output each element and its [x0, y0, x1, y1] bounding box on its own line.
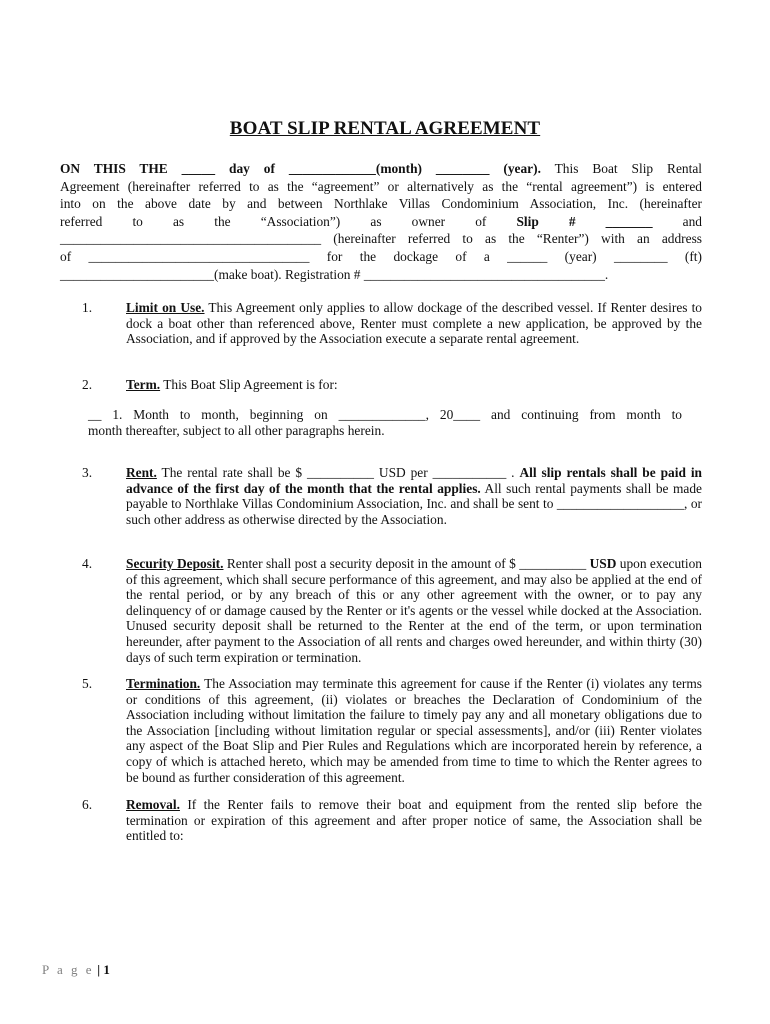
page-label: P a g e — [42, 962, 95, 977]
intro-paragraph — [60, 160, 702, 283]
intro-date-blanks: ON THIS THE _____ day of _____________(month) ________ (year). — [60, 161, 541, 176]
intro-line-6: of _________________________________ for the dockage of a ______ (year) ________ (ft) — [60, 248, 702, 264]
intro-line-1-rest: This Boat Slip Rental — [540, 161, 702, 176]
clause-text: The Association may terminate this agreement for cause if the Renter (i) violates any terms or conditions of this agreement, (ii) violates or breaches the Declaration of Condominium of the Association including without limitation the failure to timely pay any and all monetary obligations due to the Association [including without limitation regular or special assessments], and/or (iii) Renter violates any aspect of the Boat Slip and Pier Rules and Regulations which are incorporated herein by reference, a copy of which is attached hereto, which may be amended from time to time to which the Renter agrees to be bound as further consideration of this agreement. — [126, 676, 702, 785]
document-title: BOAT SLIP RENTAL AGREEMENT — [229, 118, 541, 139]
clause-number: 3. — [82, 465, 93, 480]
clause-limit-on-use — [60, 300, 702, 347]
intro-line-5: _______________________________________ (hereinafter referred to as the “Renter”) with an address — [60, 231, 702, 247]
clause-number: 6. — [82, 797, 93, 812]
clause-body — [126, 300, 702, 347]
intro-line-3: into on the above date by and between Northlake Villas Condominium Association, Inc. (hereinafter — [60, 196, 702, 212]
clause-removal — [60, 797, 702, 844]
clause-body — [126, 377, 702, 393]
clause-heading: Term. — [126, 377, 161, 392]
clause-term — [60, 377, 702, 393]
page-separator: | — [94, 962, 104, 977]
clause-bold-text: All slip rentals shall be paid in advance of the first day of the month that the rental applies. — [126, 465, 702, 496]
clause-text: This Boat Slip Agreement is for: — [160, 377, 338, 392]
clause-body — [126, 676, 702, 785]
clause-heading: Removal. — [126, 797, 180, 812]
slip-number-blank: Slip # _______ — [516, 213, 653, 229]
clause-heading: Termination. — [126, 676, 201, 691]
clause-heading: Limit on Use. — [126, 300, 205, 315]
clause-number: 4. — [82, 556, 93, 571]
intro-line-1 — [60, 160, 702, 178]
clause-text: If the Renter fails to remove their boat and equipment from the rented slip before the termination or expiration of this agreement and after proper notice of same, the Association shall be entitled to: — [126, 797, 702, 844]
term-option-line-1: __ 1. Month to month, beginning on _____________, 20____ and continuing from month to — [88, 407, 682, 422]
term-option-1 — [88, 407, 682, 438]
clause-heading: Rent. — [126, 465, 157, 480]
clause-security-deposit — [60, 556, 702, 665]
page-footer — [42, 962, 110, 978]
intro-line-2: Agreement (hereinafter referred to as the “agreement” or alternatively as the “rental agreement”) is entered — [60, 178, 702, 194]
clause-bold-text: USD — [589, 556, 617, 571]
clause-body — [126, 465, 702, 527]
page-number: 1 — [103, 962, 110, 977]
clause-body — [126, 797, 702, 844]
clause-rent — [60, 465, 702, 527]
clause-number: 2. — [82, 377, 93, 392]
intro-line-4-a: referred to as the “Association”) as owner of — [60, 213, 517, 229]
clause-text-2: upon execution of this agreement, which shall secure performance of this agreement, and may also be applied at the end of the rental period, or by any breach of this or any other agreement with the owner, or to pay any delinquency of or damage caused by the Renter or it's agents or the vessel while docked at the Association. Unused security deposit shall be returned to the Renter at the end of the term, or upon termination hereunder, after payment to the Association of all rents and charges owed hereunder, and within thirty (30) days of such term expiration or termination. — [126, 556, 702, 665]
term-option-line-2: month thereafter, subject to all other paragraphs herein. — [88, 422, 385, 438]
clause-text: The rental rate shall be $ __________ USD per ___________ . — [156, 465, 520, 480]
clause-number: 5. — [82, 676, 93, 691]
intro-line-4-c: and — [652, 213, 702, 229]
clause-text: This Agreement only applies to allow dockage of the described vessel. If Renter desires to dock a boat other than referenced above, Renter must complete a new application, be approved by the Association, and if approved by the Association execute a separate rental agreement. — [126, 300, 702, 347]
clause-text: Renter shall post a security deposit in the amount of $ __________ — [223, 556, 590, 571]
intro-line-4 — [60, 213, 702, 231]
clause-text-2: All such rental payments shall be made payable to Northlake Villas Condominium Association, Inc. and shall be sent to ___________________, or such other address as otherwise directed by the Association. — [126, 480, 702, 527]
intro-line-7: _______________________(make boat). Registration # ____________________________________. — [60, 266, 609, 282]
clause-termination — [60, 676, 702, 785]
clause-number: 1. — [82, 300, 93, 315]
clause-body — [126, 556, 702, 665]
clause-heading: Security Deposit. — [126, 556, 224, 571]
